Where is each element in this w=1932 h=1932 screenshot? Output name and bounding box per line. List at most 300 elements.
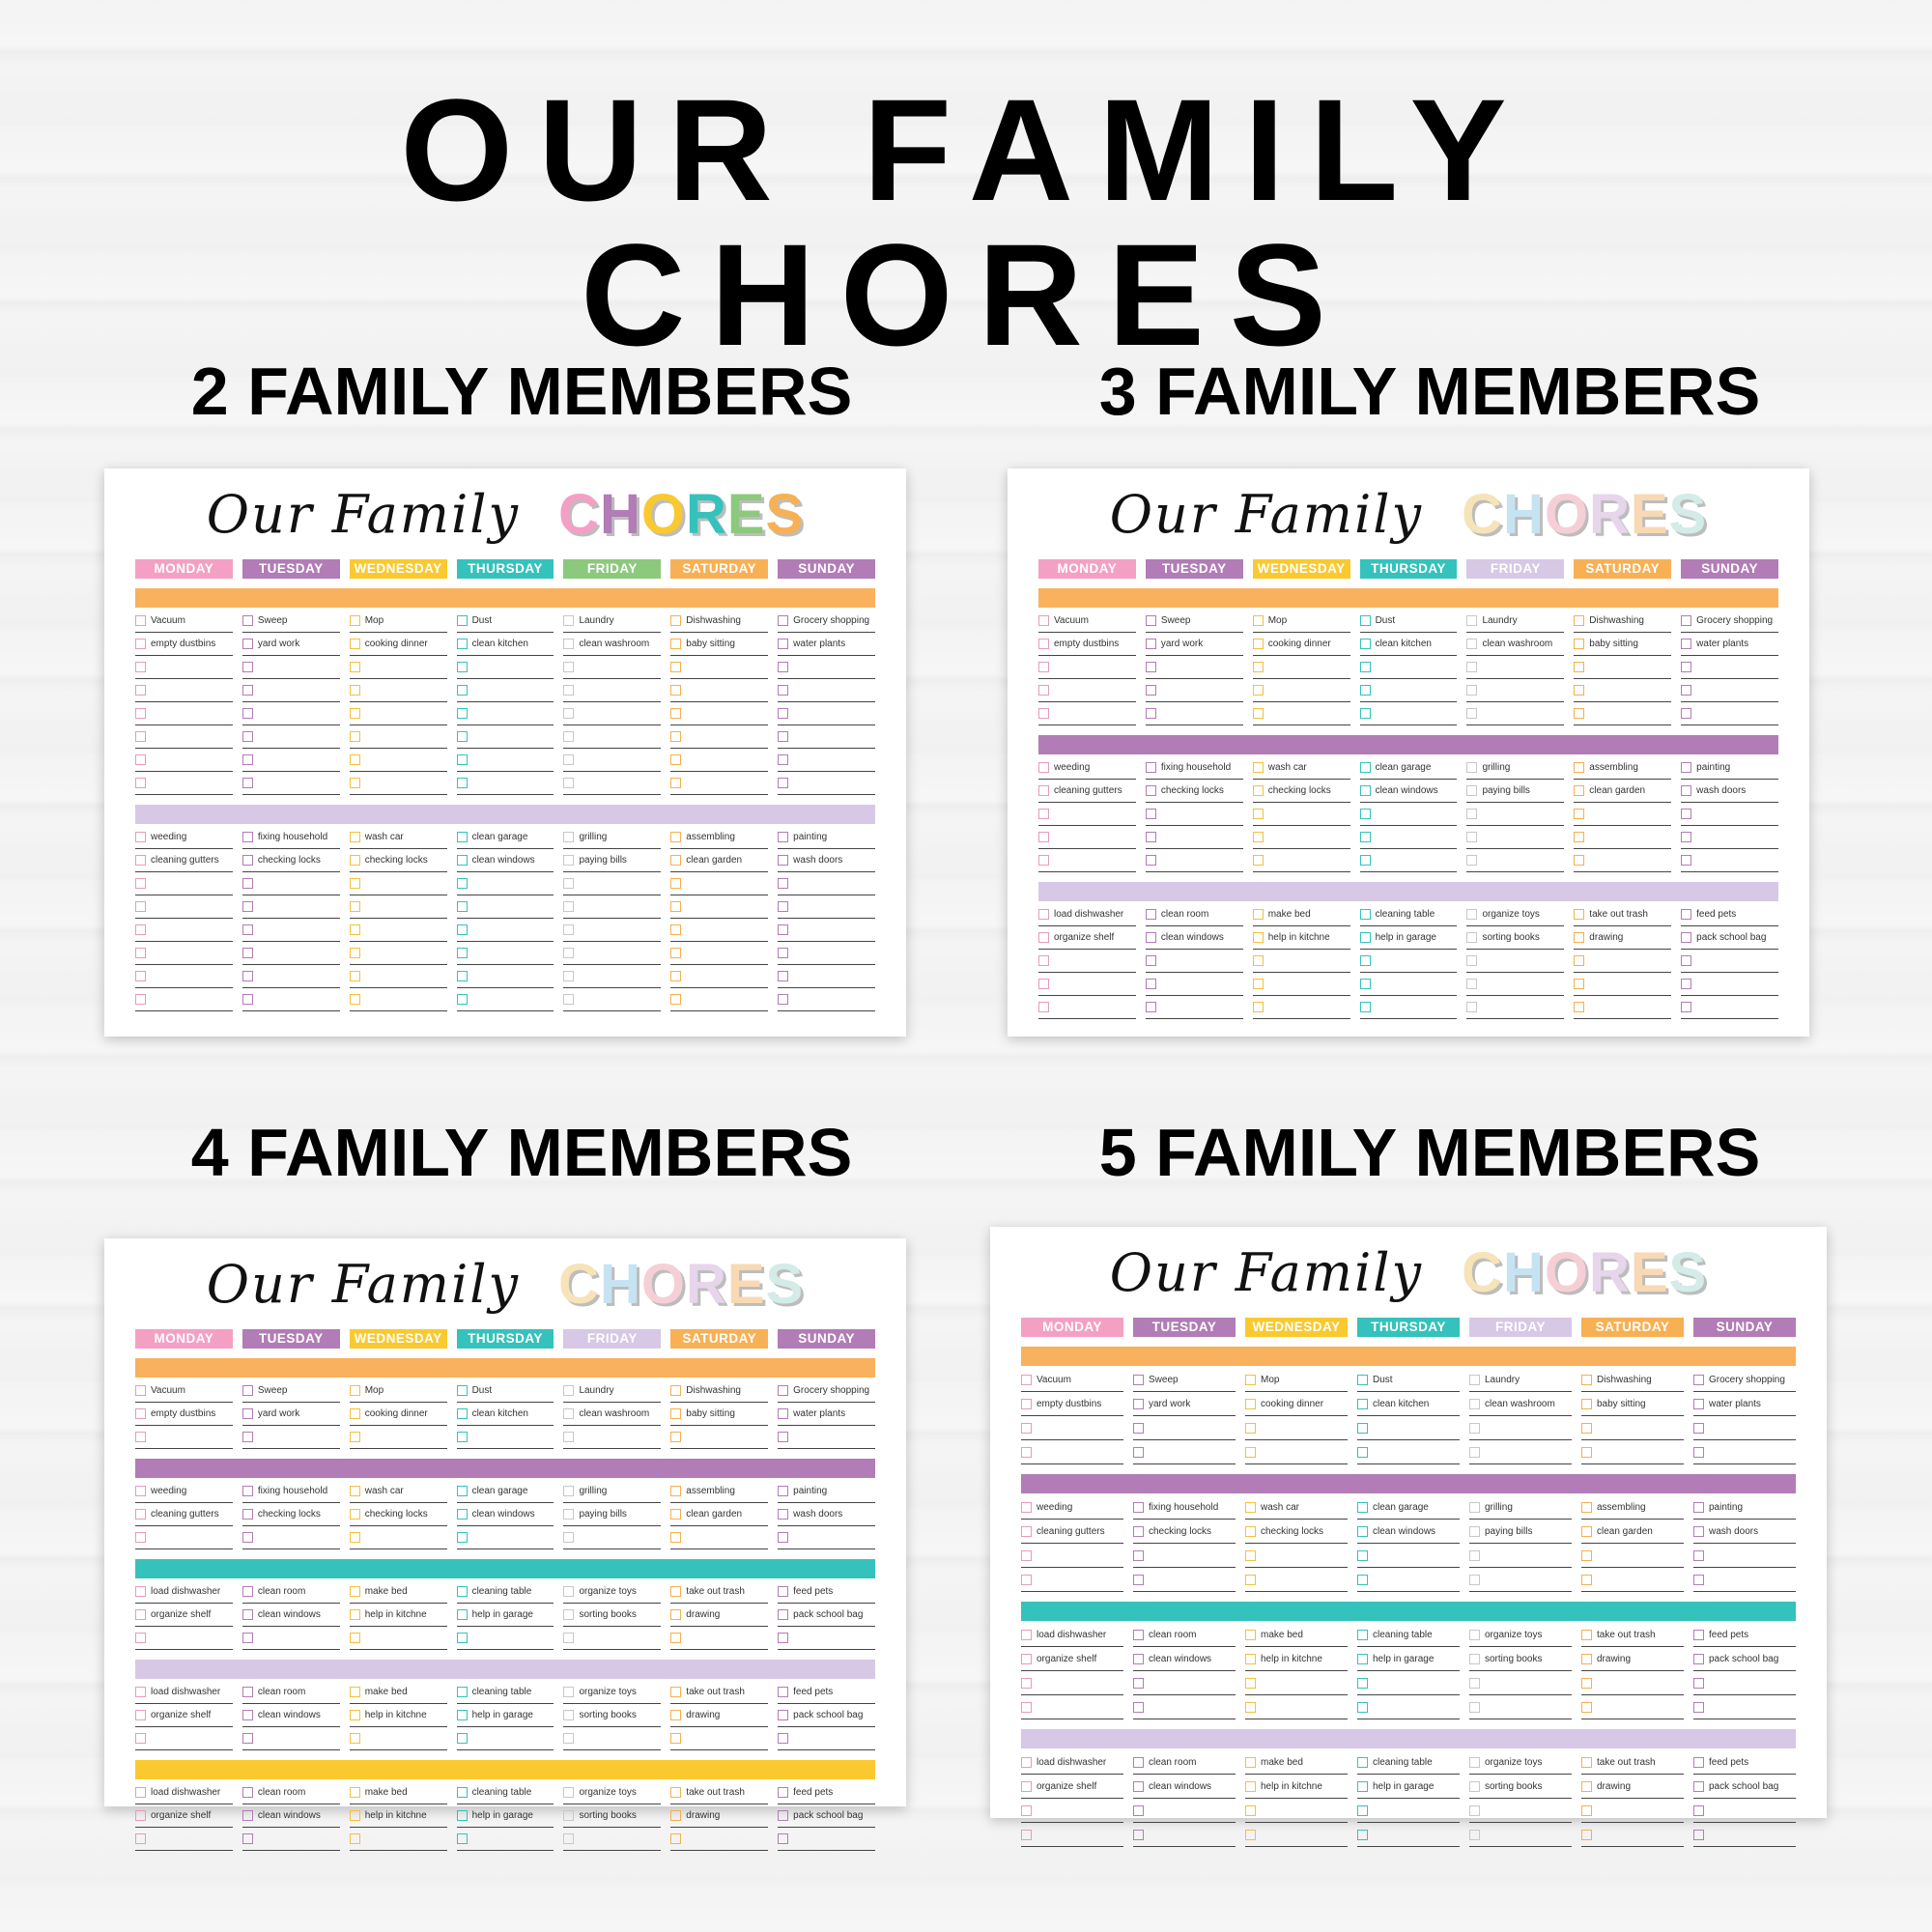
chore-checkbox[interactable]	[350, 1710, 360, 1720]
chore-checkbox[interactable]	[1357, 1447, 1368, 1458]
chore-checkbox[interactable]	[242, 1385, 253, 1396]
chore-checkbox[interactable]	[670, 1586, 681, 1597]
chore-checkbox[interactable]	[1681, 708, 1691, 719]
chore-checkbox[interactable]	[350, 878, 360, 889]
chore-checkbox[interactable]	[457, 901, 468, 912]
chore-checkbox[interactable]	[1360, 909, 1371, 920]
chore-checkbox[interactable]	[1360, 662, 1371, 672]
chore-checkbox[interactable]	[778, 778, 788, 788]
chore-checkbox[interactable]	[778, 1810, 788, 1821]
chore-checkbox[interactable]	[1021, 1678, 1032, 1689]
chore-checkbox[interactable]	[1469, 1423, 1480, 1434]
chore-checkbox[interactable]	[1469, 1375, 1480, 1385]
chore-checkbox[interactable]	[242, 1432, 253, 1442]
chore-checkbox[interactable]	[1681, 639, 1691, 649]
chore-checkbox[interactable]	[670, 1633, 681, 1643]
chore-checkbox[interactable]	[1581, 1630, 1592, 1640]
chore-checkbox[interactable]	[1581, 1550, 1592, 1561]
chore-checkbox[interactable]	[242, 1787, 253, 1798]
chore-checkbox[interactable]	[242, 662, 253, 672]
chore-checkbox[interactable]	[350, 778, 360, 788]
chore-checkbox[interactable]	[563, 832, 574, 842]
chore-checkbox[interactable]	[1693, 1630, 1704, 1640]
chore-checkbox[interactable]	[1253, 855, 1264, 866]
chore-checkbox[interactable]	[457, 731, 468, 742]
chore-checkbox[interactable]	[778, 1432, 788, 1442]
chore-checkbox[interactable]	[1021, 1630, 1032, 1640]
chore-checkbox[interactable]	[1038, 639, 1049, 649]
chore-checkbox[interactable]	[563, 1586, 574, 1597]
chore-checkbox[interactable]	[670, 994, 681, 1005]
chore-checkbox[interactable]	[1133, 1575, 1144, 1585]
chore-checkbox[interactable]	[1469, 1830, 1480, 1840]
chore-checkbox[interactable]	[778, 1633, 788, 1643]
chore-checkbox[interactable]	[1133, 1447, 1144, 1458]
chore-checkbox[interactable]	[563, 855, 574, 866]
chore-checkbox[interactable]	[242, 708, 253, 719]
chore-checkbox[interactable]	[457, 832, 468, 842]
chore-checkbox[interactable]	[135, 731, 146, 742]
chore-checkbox[interactable]	[670, 1833, 681, 1844]
chore-checkbox[interactable]	[1146, 615, 1156, 626]
chore-checkbox[interactable]	[1693, 1781, 1704, 1792]
chore-checkbox[interactable]	[1693, 1375, 1704, 1385]
chore-checkbox[interactable]	[1133, 1550, 1144, 1561]
chore-checkbox[interactable]	[1021, 1447, 1032, 1458]
chore-checkbox[interactable]	[1038, 685, 1049, 696]
chore-checkbox[interactable]	[350, 708, 360, 719]
chore-checkbox[interactable]	[1581, 1781, 1592, 1792]
chore-checkbox[interactable]	[457, 971, 468, 981]
chore-checkbox[interactable]	[1357, 1502, 1368, 1513]
chore-checkbox[interactable]	[350, 1586, 360, 1597]
chore-checkbox[interactable]	[670, 855, 681, 866]
chore-checkbox[interactable]	[1245, 1575, 1256, 1585]
chore-checkbox[interactable]	[350, 901, 360, 912]
chore-checkbox[interactable]	[1466, 685, 1477, 696]
chore-checkbox[interactable]	[563, 685, 574, 696]
chore-checkbox[interactable]	[350, 731, 360, 742]
chore-checkbox[interactable]	[1245, 1550, 1256, 1561]
chore-checkbox[interactable]	[135, 1687, 146, 1697]
chore-checkbox[interactable]	[350, 1432, 360, 1442]
chore-checkbox[interactable]	[563, 1432, 574, 1442]
chore-checkbox[interactable]	[563, 1408, 574, 1419]
chore-checkbox[interactable]	[1574, 832, 1584, 842]
chore-checkbox[interactable]	[563, 778, 574, 788]
chore-checkbox[interactable]	[778, 971, 788, 981]
chore-checkbox[interactable]	[1469, 1678, 1480, 1689]
chore-checkbox[interactable]	[1581, 1375, 1592, 1385]
chore-checkbox[interactable]	[135, 1486, 146, 1496]
chore-checkbox[interactable]	[242, 1609, 253, 1620]
chore-checkbox[interactable]	[457, 1833, 468, 1844]
chore-checkbox[interactable]	[242, 1586, 253, 1597]
chore-checkbox[interactable]	[1253, 662, 1264, 672]
chore-checkbox[interactable]	[135, 1432, 146, 1442]
chore-checkbox[interactable]	[242, 1532, 253, 1543]
chore-checkbox[interactable]	[135, 901, 146, 912]
chore-checkbox[interactable]	[1466, 785, 1477, 796]
chore-checkbox[interactable]	[1357, 1526, 1368, 1537]
chore-checkbox[interactable]	[1133, 1399, 1144, 1409]
chore-checkbox[interactable]	[1574, 955, 1584, 966]
chore-checkbox[interactable]	[670, 1810, 681, 1821]
chore-checkbox[interactable]	[1581, 1502, 1592, 1513]
chore-checkbox[interactable]	[778, 1833, 788, 1844]
chore-checkbox[interactable]	[350, 754, 360, 765]
chore-checkbox[interactable]	[1357, 1423, 1368, 1434]
chore-checkbox[interactable]	[135, 971, 146, 981]
chore-checkbox[interactable]	[1245, 1526, 1256, 1537]
chore-checkbox[interactable]	[1574, 685, 1584, 696]
chore-checkbox[interactable]	[1693, 1805, 1704, 1816]
chore-checkbox[interactable]	[1021, 1805, 1032, 1816]
chore-checkbox[interactable]	[457, 855, 468, 866]
chore-checkbox[interactable]	[1469, 1526, 1480, 1537]
chore-checkbox[interactable]	[1253, 909, 1264, 920]
chore-checkbox[interactable]	[1574, 979, 1584, 989]
chore-checkbox[interactable]	[1146, 708, 1156, 719]
chore-checkbox[interactable]	[1038, 855, 1049, 866]
chore-checkbox[interactable]	[778, 1787, 788, 1798]
chore-checkbox[interactable]	[563, 708, 574, 719]
chore-checkbox[interactable]	[350, 1532, 360, 1543]
chore-checkbox[interactable]	[1581, 1805, 1592, 1816]
chore-checkbox[interactable]	[457, 708, 468, 719]
chore-checkbox[interactable]	[135, 1810, 146, 1821]
chore-checkbox[interactable]	[1133, 1805, 1144, 1816]
chore-checkbox[interactable]	[457, 754, 468, 765]
chore-checkbox[interactable]	[457, 639, 468, 649]
chore-checkbox[interactable]	[670, 901, 681, 912]
chore-checkbox[interactable]	[1253, 1002, 1264, 1012]
chore-checkbox[interactable]	[457, 1609, 468, 1620]
chore-checkbox[interactable]	[1038, 832, 1049, 842]
chore-checkbox[interactable]	[670, 754, 681, 765]
chore-checkbox[interactable]	[1357, 1575, 1368, 1585]
chore-checkbox[interactable]	[1469, 1550, 1480, 1561]
chore-checkbox[interactable]	[457, 878, 468, 889]
chore-checkbox[interactable]	[1038, 955, 1049, 966]
chore-checkbox[interactable]	[778, 855, 788, 866]
chore-checkbox[interactable]	[1038, 1002, 1049, 1012]
chore-checkbox[interactable]	[778, 731, 788, 742]
chore-checkbox[interactable]	[1038, 932, 1049, 943]
chore-checkbox[interactable]	[135, 754, 146, 765]
chore-checkbox[interactable]	[1146, 662, 1156, 672]
chore-checkbox[interactable]	[1581, 1830, 1592, 1840]
chore-checkbox[interactable]	[242, 971, 253, 981]
chore-checkbox[interactable]	[1038, 762, 1049, 773]
chore-checkbox[interactable]	[457, 994, 468, 1005]
chore-checkbox[interactable]	[1133, 1678, 1144, 1689]
chore-checkbox[interactable]	[350, 662, 360, 672]
chore-checkbox[interactable]	[1693, 1526, 1704, 1537]
chore-checkbox[interactable]	[1038, 662, 1049, 672]
chore-checkbox[interactable]	[457, 1710, 468, 1720]
chore-checkbox[interactable]	[1574, 909, 1584, 920]
chore-checkbox[interactable]	[1466, 855, 1477, 866]
chore-checkbox[interactable]	[778, 754, 788, 765]
chore-checkbox[interactable]	[242, 832, 253, 842]
chore-checkbox[interactable]	[670, 1408, 681, 1419]
chore-checkbox[interactable]	[1021, 1654, 1032, 1664]
chore-checkbox[interactable]	[670, 1787, 681, 1798]
chore-checkbox[interactable]	[1466, 932, 1477, 943]
chore-checkbox[interactable]	[1360, 832, 1371, 842]
chore-checkbox[interactable]	[1253, 979, 1264, 989]
chore-checkbox[interactable]	[1133, 1830, 1144, 1840]
chore-checkbox[interactable]	[1357, 1702, 1368, 1713]
chore-checkbox[interactable]	[1469, 1447, 1480, 1458]
chore-checkbox[interactable]	[457, 1509, 468, 1520]
chore-checkbox[interactable]	[1245, 1654, 1256, 1664]
chore-checkbox[interactable]	[778, 1385, 788, 1396]
chore-checkbox[interactable]	[563, 1810, 574, 1821]
chore-checkbox[interactable]	[1357, 1757, 1368, 1768]
chore-checkbox[interactable]	[1469, 1805, 1480, 1816]
chore-checkbox[interactable]	[242, 639, 253, 649]
chore-checkbox[interactable]	[670, 1733, 681, 1744]
chore-checkbox[interactable]	[1253, 809, 1264, 819]
chore-checkbox[interactable]	[350, 1486, 360, 1496]
chore-checkbox[interactable]	[350, 1733, 360, 1744]
chore-checkbox[interactable]	[1038, 615, 1049, 626]
chore-checkbox[interactable]	[135, 855, 146, 866]
chore-checkbox[interactable]	[778, 708, 788, 719]
chore-checkbox[interactable]	[670, 878, 681, 889]
chore-checkbox[interactable]	[1581, 1526, 1592, 1537]
chore-checkbox[interactable]	[1245, 1757, 1256, 1768]
chore-checkbox[interactable]	[1466, 639, 1477, 649]
chore-checkbox[interactable]	[563, 1509, 574, 1520]
chore-checkbox[interactable]	[350, 971, 360, 981]
chore-checkbox[interactable]	[1574, 785, 1584, 796]
chore-checkbox[interactable]	[135, 948, 146, 958]
chore-checkbox[interactable]	[1581, 1423, 1592, 1434]
chore-checkbox[interactable]	[457, 1633, 468, 1643]
chore-checkbox[interactable]	[1581, 1702, 1592, 1713]
chore-checkbox[interactable]	[135, 1532, 146, 1543]
chore-checkbox[interactable]	[670, 615, 681, 626]
chore-checkbox[interactable]	[670, 639, 681, 649]
chore-checkbox[interactable]	[778, 1486, 788, 1496]
chore-checkbox[interactable]	[1574, 762, 1584, 773]
chore-checkbox[interactable]	[778, 685, 788, 696]
chore-checkbox[interactable]	[350, 948, 360, 958]
chore-checkbox[interactable]	[563, 971, 574, 981]
chore-checkbox[interactable]	[457, 1733, 468, 1744]
chore-checkbox[interactable]	[1469, 1502, 1480, 1513]
chore-checkbox[interactable]	[1146, 979, 1156, 989]
chore-checkbox[interactable]	[1133, 1654, 1144, 1664]
chore-checkbox[interactable]	[350, 1385, 360, 1396]
chore-checkbox[interactable]	[1133, 1757, 1144, 1768]
chore-checkbox[interactable]	[1253, 785, 1264, 796]
chore-checkbox[interactable]	[778, 832, 788, 842]
chore-checkbox[interactable]	[1245, 1702, 1256, 1713]
chore-checkbox[interactable]	[563, 1687, 574, 1697]
chore-checkbox[interactable]	[670, 685, 681, 696]
chore-checkbox[interactable]	[135, 708, 146, 719]
chore-checkbox[interactable]	[1133, 1702, 1144, 1713]
chore-checkbox[interactable]	[350, 1609, 360, 1620]
chore-checkbox[interactable]	[350, 855, 360, 866]
chore-checkbox[interactable]	[1693, 1550, 1704, 1561]
chore-checkbox[interactable]	[1360, 855, 1371, 866]
chore-checkbox[interactable]	[563, 1532, 574, 1543]
chore-checkbox[interactable]	[242, 924, 253, 935]
chore-checkbox[interactable]	[1681, 1002, 1691, 1012]
chore-checkbox[interactable]	[242, 1486, 253, 1496]
chore-checkbox[interactable]	[563, 1385, 574, 1396]
chore-checkbox[interactable]	[1581, 1399, 1592, 1409]
chore-checkbox[interactable]	[1038, 809, 1049, 819]
chore-checkbox[interactable]	[457, 1486, 468, 1496]
chore-checkbox[interactable]	[1360, 762, 1371, 773]
chore-checkbox[interactable]	[1146, 855, 1156, 866]
chore-checkbox[interactable]	[457, 1432, 468, 1442]
chore-checkbox[interactable]	[670, 708, 681, 719]
chore-checkbox[interactable]	[563, 1710, 574, 1720]
chore-checkbox[interactable]	[1245, 1375, 1256, 1385]
chore-checkbox[interactable]	[778, 994, 788, 1005]
chore-checkbox[interactable]	[1469, 1575, 1480, 1585]
chore-checkbox[interactable]	[1581, 1757, 1592, 1768]
chore-checkbox[interactable]	[1021, 1526, 1032, 1537]
chore-checkbox[interactable]	[457, 778, 468, 788]
chore-checkbox[interactable]	[242, 1810, 253, 1821]
chore-checkbox[interactable]	[670, 971, 681, 981]
chore-checkbox[interactable]	[1245, 1502, 1256, 1513]
chore-checkbox[interactable]	[670, 1687, 681, 1697]
chore-checkbox[interactable]	[1693, 1575, 1704, 1585]
chore-checkbox[interactable]	[1681, 832, 1691, 842]
chore-checkbox[interactable]	[242, 878, 253, 889]
chore-checkbox[interactable]	[670, 778, 681, 788]
chore-checkbox[interactable]	[1360, 615, 1371, 626]
chore-checkbox[interactable]	[1357, 1630, 1368, 1640]
chore-checkbox[interactable]	[1245, 1805, 1256, 1816]
chore-checkbox[interactable]	[1245, 1678, 1256, 1689]
chore-checkbox[interactable]	[135, 1733, 146, 1744]
chore-checkbox[interactable]	[1253, 762, 1264, 773]
chore-checkbox[interactable]	[1466, 615, 1477, 626]
chore-checkbox[interactable]	[350, 1408, 360, 1419]
chore-checkbox[interactable]	[1357, 1781, 1368, 1792]
chore-checkbox[interactable]	[1038, 909, 1049, 920]
chore-checkbox[interactable]	[1681, 809, 1691, 819]
chore-checkbox[interactable]	[1360, 1002, 1371, 1012]
chore-checkbox[interactable]	[1360, 809, 1371, 819]
chore-checkbox[interactable]	[1466, 809, 1477, 819]
chore-checkbox[interactable]	[1581, 1654, 1592, 1664]
chore-checkbox[interactable]	[1466, 955, 1477, 966]
chore-checkbox[interactable]	[457, 1586, 468, 1597]
chore-checkbox[interactable]	[670, 1710, 681, 1720]
chore-checkbox[interactable]	[1021, 1757, 1032, 1768]
chore-checkbox[interactable]	[563, 924, 574, 935]
chore-checkbox[interactable]	[670, 1532, 681, 1543]
chore-checkbox[interactable]	[1693, 1423, 1704, 1434]
chore-checkbox[interactable]	[242, 685, 253, 696]
chore-checkbox[interactable]	[135, 1787, 146, 1798]
chore-checkbox[interactable]	[563, 1733, 574, 1744]
chore-checkbox[interactable]	[778, 1733, 788, 1744]
chore-checkbox[interactable]	[670, 832, 681, 842]
chore-checkbox[interactable]	[1253, 832, 1264, 842]
chore-checkbox[interactable]	[1146, 762, 1156, 773]
chore-checkbox[interactable]	[1021, 1375, 1032, 1385]
chore-checkbox[interactable]	[778, 901, 788, 912]
chore-checkbox[interactable]	[457, 924, 468, 935]
chore-checkbox[interactable]	[1681, 762, 1691, 773]
chore-checkbox[interactable]	[1693, 1447, 1704, 1458]
chore-checkbox[interactable]	[457, 662, 468, 672]
chore-checkbox[interactable]	[1681, 979, 1691, 989]
chore-checkbox[interactable]	[670, 948, 681, 958]
chore-checkbox[interactable]	[350, 615, 360, 626]
chore-checkbox[interactable]	[135, 639, 146, 649]
chore-checkbox[interactable]	[1021, 1781, 1032, 1792]
chore-checkbox[interactable]	[457, 685, 468, 696]
chore-checkbox[interactable]	[778, 924, 788, 935]
chore-checkbox[interactable]	[350, 1833, 360, 1844]
chore-checkbox[interactable]	[1469, 1702, 1480, 1713]
chore-checkbox[interactable]	[1357, 1678, 1368, 1689]
chore-checkbox[interactable]	[670, 924, 681, 935]
chore-checkbox[interactable]	[1360, 685, 1371, 696]
chore-checkbox[interactable]	[242, 1687, 253, 1697]
chore-checkbox[interactable]	[1146, 809, 1156, 819]
chore-checkbox[interactable]	[1038, 785, 1049, 796]
chore-checkbox[interactable]	[563, 731, 574, 742]
chore-checkbox[interactable]	[242, 994, 253, 1005]
chore-checkbox[interactable]	[1693, 1399, 1704, 1409]
chore-checkbox[interactable]	[1253, 955, 1264, 966]
chore-checkbox[interactable]	[1021, 1575, 1032, 1585]
chore-checkbox[interactable]	[1360, 639, 1371, 649]
chore-checkbox[interactable]	[1681, 932, 1691, 943]
chore-checkbox[interactable]	[1146, 932, 1156, 943]
chore-checkbox[interactable]	[457, 1787, 468, 1798]
chore-checkbox[interactable]	[1245, 1423, 1256, 1434]
chore-checkbox[interactable]	[457, 948, 468, 958]
chore-checkbox[interactable]	[1469, 1757, 1480, 1768]
chore-checkbox[interactable]	[670, 1486, 681, 1496]
chore-checkbox[interactable]	[670, 731, 681, 742]
chore-checkbox[interactable]	[242, 901, 253, 912]
chore-checkbox[interactable]	[242, 948, 253, 958]
chore-checkbox[interactable]	[135, 924, 146, 935]
chore-checkbox[interactable]	[563, 901, 574, 912]
chore-checkbox[interactable]	[1245, 1830, 1256, 1840]
chore-checkbox[interactable]	[563, 1833, 574, 1844]
chore-checkbox[interactable]	[1133, 1375, 1144, 1385]
chore-checkbox[interactable]	[778, 1609, 788, 1620]
chore-checkbox[interactable]	[242, 754, 253, 765]
chore-checkbox[interactable]	[1253, 639, 1264, 649]
chore-checkbox[interactable]	[1681, 785, 1691, 796]
chore-checkbox[interactable]	[1021, 1702, 1032, 1713]
chore-checkbox[interactable]	[135, 685, 146, 696]
chore-checkbox[interactable]	[1133, 1526, 1144, 1537]
chore-checkbox[interactable]	[1357, 1830, 1368, 1840]
chore-checkbox[interactable]	[1133, 1781, 1144, 1792]
chore-checkbox[interactable]	[1146, 832, 1156, 842]
chore-checkbox[interactable]	[563, 662, 574, 672]
